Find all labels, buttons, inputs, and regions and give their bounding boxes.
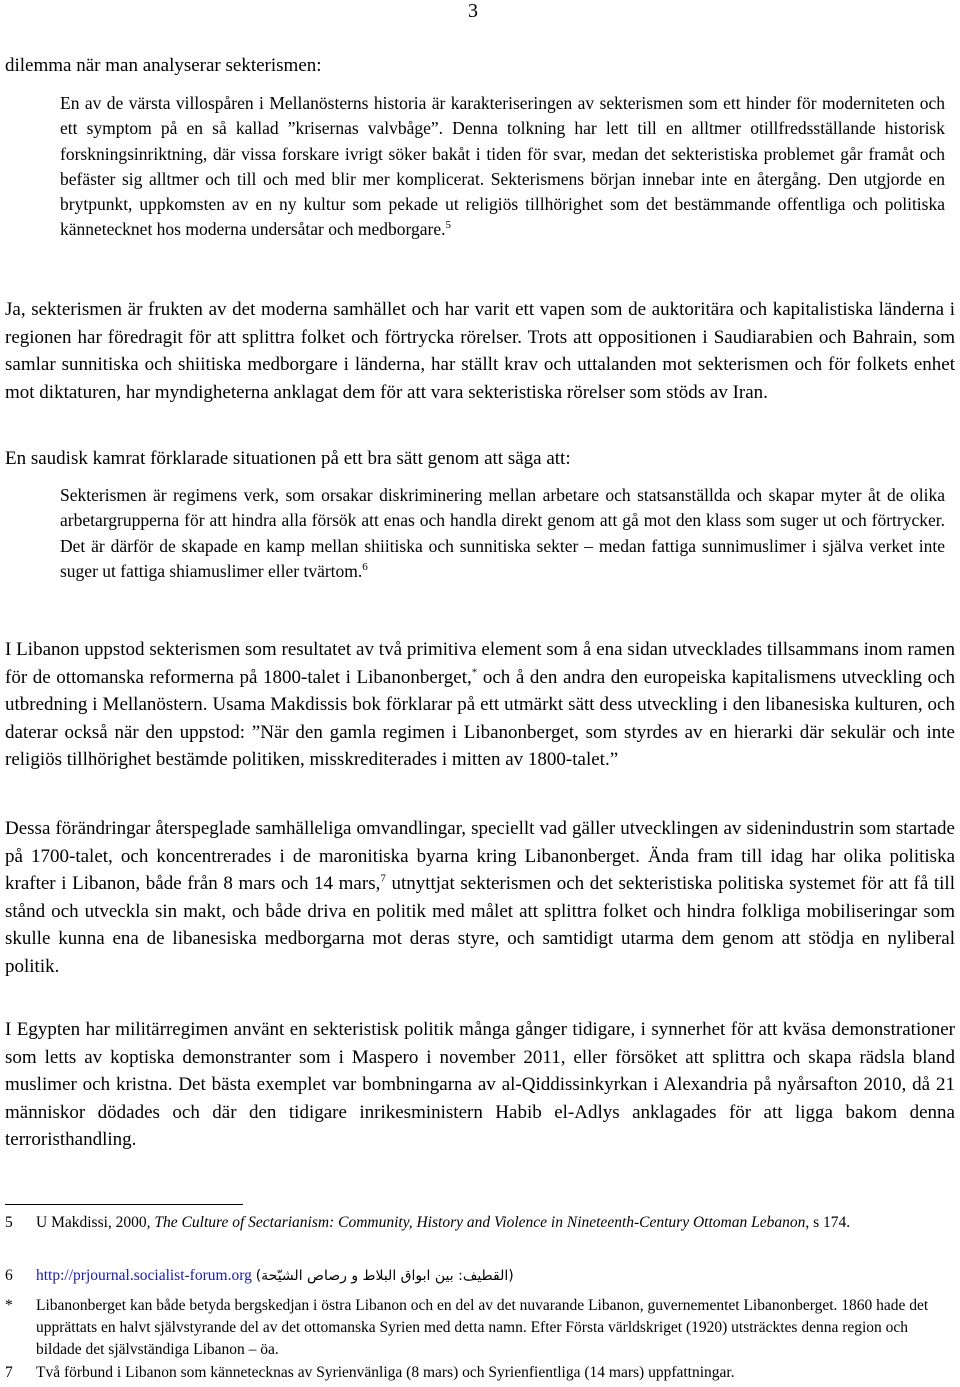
- block-quote-2: [60, 483, 945, 584]
- footnote-ref-6[interactable]: 6: [362, 561, 368, 574]
- block-quote-1: [60, 91, 945, 243]
- footnote-7-mark: 7: [5, 1364, 13, 1381]
- footnote-6-arabic: (القطيف: بين ابواق البلاط و رصاص الشيّحة): [255, 1268, 514, 1284]
- footnote-star-mark: *: [5, 1297, 13, 1314]
- paragraph-3-text-a: I Libanon uppstod sekterismen som resultatet av två primitiva element som å ena sidan utvecklades tillsammans inom ramen för de ottomanska reformerna på 1800-talet i Libanonberget,: [5, 639, 955, 688]
- paragraph-5-text: I Egypten har militärregimen använt en sekteristisk politik många gånger tidigare, i synnerhet för att kväsa demonstrationer som letts av koptiska demonstranter som i Maspero i november 2011, eller försöket att splittra och skapa rädsla bland muslimer och kristna. Det bästa exemplet var bombningarna av al-Qiddissinkyrkan i Alexandria på nyårsafton 2010, då 21 människor dödades och där den tidigare inrikesministern Habib el-Adlys anklagades för att ligga bakom denna terroristhandling.: [5, 1019, 955, 1151]
- footnote-7: [5, 1362, 950, 1384]
- quote-1-text: En av de värsta villospåren i Mellanösterns historia är karakteriseringen av sekterismen som ett hinder för moderniteten och ett symptom på en så kallad ”krisernas valvbåge”. Denna tolkning har lett till en alltmer otillfredsställande historisk forskningsinriktning, där vissa forskare ivrigt söker bakåt i tiden för svar, medan det sekteristiska problemet går framåt och befäster sig alltmer och till och med blir mer komplicerat. Sekterismens början innebar inte en återgång. Den utgjorde en brytpunkt, uppkomsten av en ny kultur som pekade ut religiös tillhörighet som det bestämmande offentliga och politiska kännetecknet hos moderna undersåtar och medborgare.: [60, 93, 945, 240]
- footnote-5-post: , s 174.: [805, 1214, 851, 1231]
- footnote-7-body: Två förbund i Libanon som kännetecknas av Syrienvänliga (8 mars) och Syrienfientliga (14 mars) uppfattningar.: [36, 1364, 735, 1381]
- paragraph-1: [5, 296, 955, 406]
- paragraph-5: [5, 1016, 955, 1154]
- footnote-star-body: Libanonberget kan både betyda bergskedjan i östra Libanon och en del av det nuvarande Libanon, guvernementet Libanonberget. 1860 hade det upprättats en halvt självstyrande del av det ottomanska Syrien med detta namn. Efter Första världskriget (1920) utsträcktes denna region och bildade det självständiga Libanon – öa.: [36, 1297, 929, 1358]
- footnote-ref-star[interactable]: *: [471, 666, 478, 679]
- paragraph-2: [5, 445, 955, 473]
- paragraph-3-text-b: och å den andra den europeiska kapitalismens utveckling och utbredning i Mellanöstern. Usama Makdissis bok förklarar på ett utmärkt sätt dess utveckling i den libanesiska kulturen, och daterar också när den uppstod: ”När den gamla regimen i Libanonberget, som styrdes av en hierarki där sekulär och inte religiös tillhörighet bestämde politiken, misskrediterades i mitten av 1800-talet.”: [5, 666, 955, 771]
- footnote-5-pre: U Makdissi, 2000,: [36, 1214, 155, 1231]
- footnote-6-mark: 6: [5, 1267, 13, 1284]
- paragraph-2-text: En saudisk kamrat förklarade situationen på ett bra sätt genom att säga att:: [5, 448, 571, 469]
- paragraph-4: [5, 815, 955, 981]
- footnote-6: [5, 1265, 950, 1287]
- paragraph-1-text: Ja, sekterismen är frukten av det moderna samhället och har varit ett vapen som de auktoritära och kapitalistiska länderna i regionen har föredragit för att splittra folket och förtrycka rörelser. Trots att oppositionen i Saudiarabien och Bahrain, som samlar sunnitiska och shiitiska medborgare i länderna, har ställt krav och uttalanden mot sekterismen och för folkets enhet mot diktaturen, har myndigheterna anklagat dem för att vara sekteristiska rörelser som stöds av Iran.: [5, 299, 955, 403]
- quote-2-text: Sekterismen är regimens verk, som orsakar diskriminering mellan arbetare och statsanställda och skapar myter åt de olika arbetargrupperna för att hindra alla försök att enas och handla direkt genom att gå mot den klass som suger ut och förtrycker. Det är därför de skapade en kamp mellan shiitiska och sunnitiska sekter – medan fattiga sunnimuslimer i själva verket inte suger ut fattiga shiamuslimer eller tvärtom.: [60, 485, 945, 581]
- footnote-5-body: [36, 1212, 950, 1234]
- footnote-5: [5, 1212, 950, 1234]
- footnote-separator: [5, 1204, 243, 1205]
- page-number: 3: [468, 0, 478, 22]
- intro-text: dilemma när man analyserar sekterismen:: [5, 55, 322, 76]
- paragraph-4-text-b: utnyttjat sekterismen och det sekteristiska politiska systemet för att få till stånd och utveckla sin makt, och både driva en politik med målet att splittra folket och hindra folkliga mobiliseringar som skulle kunna ena de libanesiska medborgarna mot deras styre, och samtidigt utarma dem genom att stödja en nyliberal politik.: [5, 873, 955, 977]
- footnote-5-mark: 5: [5, 1214, 13, 1231]
- footnote-star: [5, 1295, 950, 1361]
- footnote-6-body: [36, 1265, 950, 1287]
- footnote-6-link[interactable]: http://prjournal.socialist-forum.org: [36, 1267, 252, 1284]
- footnote-ref-5[interactable]: 5: [445, 219, 451, 232]
- paragraph-4-text-a: Dessa förändringar återspeglade samhälleliga omvandlingar, speciellt vad gäller utvecklingen av sidenindustrin som startade på 1700-talet, och koncentrerades i de maronitiska byarna kring Libanonberget. Ända fram till idag har olika politiska krafter i Libanon, både från 8 mars och 14 mars,: [5, 818, 955, 895]
- footnote-ref-7[interactable]: 7: [380, 872, 386, 885]
- footnote-5-title: The Culture of Sectarianism: Community, History and Violence in Nineteenth-Century Ottoman Lebanon: [154, 1214, 806, 1231]
- paragraph-3: [5, 636, 955, 774]
- intro-paragraph: [5, 52, 955, 80]
